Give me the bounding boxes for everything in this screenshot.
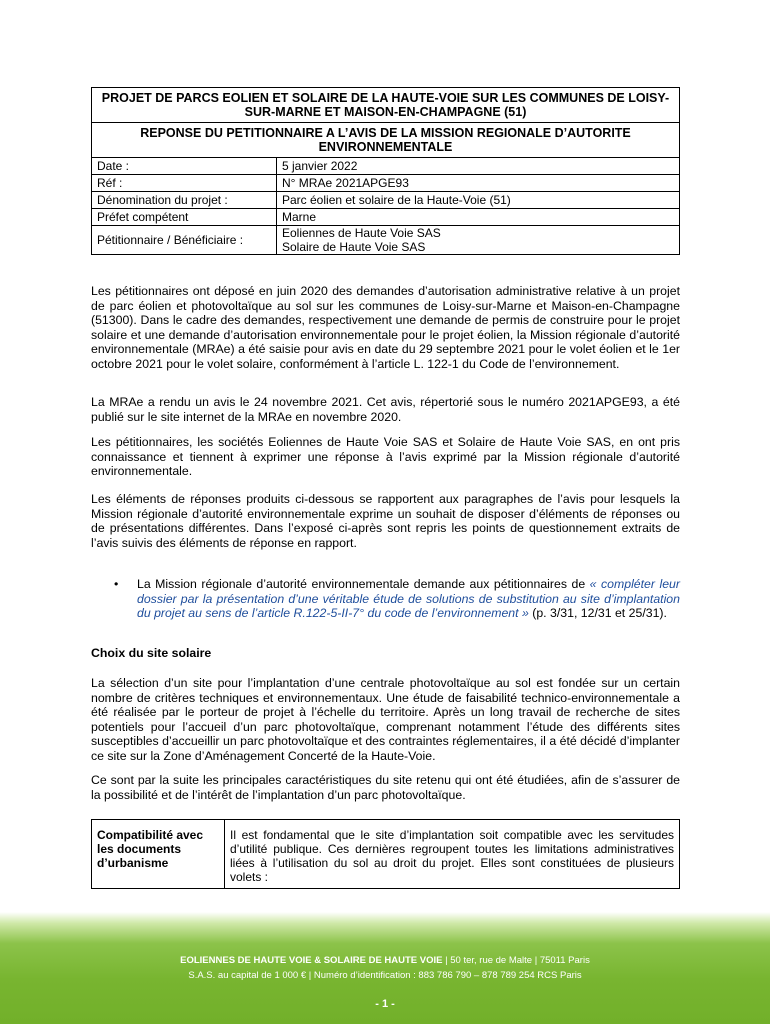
info-value: Parc éolien et solaire de la Haute-Voie (51) — [277, 192, 680, 209]
info-label: Réf : — [92, 175, 277, 192]
info-label: Préfet compétent — [92, 209, 277, 226]
paragraph-site-selection: La sélection d’un site pour l’implantation d’une centrale photovoltaïque au sol est fondée sur un certain nombre de critères techniques et environnementaux. Une étude de faisabilité technico-environnementale a été réalisée par le porteur de projet à l’échelle du territoire. Après un long travail de recherche de sites potentiels pour l’accueil d’un parc photovoltaïque, comprenant notamment l’étude des différents sites susceptibles d’accueillir un parc photovoltaïque et des contraintes réglementaires, il a été décidé d’implanter ce site sur la Zone d’Aménagement Concerté de la Haute-Voie. — [91, 676, 680, 763]
info-value: Marne — [277, 209, 680, 226]
info-value: 5 janvier 2022 — [277, 158, 680, 175]
bullet-item — [114, 577, 680, 621]
urbanism-label: Compatibilité avec les documents d’urbanisme — [92, 820, 225, 889]
bullet-quote: « compléter leur dossier par la présentation d’une véritable étude de solutions de substitution au site d’implantation du projet au sens de l’article R.122-5-II-7° du code de l’environnement » — [137, 577, 680, 621]
footer-legal: S.A.S. au capital de 1 000 € | Numéro d’identification : 883 786 790 – 878 789 254 RCS Paris — [188, 970, 582, 981]
info-value: N° MRAe 2021APGE93 — [277, 175, 680, 192]
paragraph-site-characteristics: Ce sont par la suite les principales caractéristiques du site retenu qui ont été étudiées, afin de s’assurer de la possibilité et de l’intérêt de l’implantation d’un parc photovoltaïque. — [91, 773, 680, 802]
petitioner-wind: Eoliennes de Haute Voie SAS — [282, 226, 441, 240]
page-number: - 1 - — [375, 998, 395, 1010]
info-row-date — [92, 158, 680, 175]
bullet-text — [137, 577, 680, 621]
urbanism-text: Il est fondamental que le site d’implantation soit compatible avec les servitudes d’utilité publique. Ces dernières regroupent toutes les limitations administratives liées à l’utilisation du sol au droit du projet. Elles sont constituées de plusieurs volets : — [225, 820, 680, 889]
project-header-table — [91, 87, 680, 255]
footer-company: EOLIENNES DE HAUTE VOIE & SOLAIRE DE HAUTE VOIE — [180, 955, 443, 966]
info-row-prefect — [92, 209, 680, 226]
info-row-project-name — [92, 192, 680, 209]
document-subtitle: REPONSE DU PETITIONNAIRE A L’AVIS DE LA MISSION REGIONALE D’AUTORITE ENVIRONNEMENTALE — [92, 123, 680, 158]
petitioner-solar: Solaire de Haute Voie SAS — [282, 240, 426, 254]
bullet-dot-icon: • — [114, 577, 119, 591]
info-label: Pétitionnaire / Bénéficiaire : — [92, 226, 277, 255]
paragraph-response-elements: Les éléments de réponses produits ci-dessous se rapportent aux paragraphes de l’avis pour lesquels la Mission régionale d’autorité environnementale exprime un souhait de disposer d’éléments de réponses ou de présentations différentes. Dans l’exposé ci-après sont repris les points de questionnement extraits de l’avis suivis des éléments de réponse en rapport. — [91, 492, 680, 550]
paragraph-petitioners: Les pétitionnaires, les sociétés Eoliennes de Haute Voie SAS et Solaire de Haute Voie SAS, en ont pris connaissance et tiennent à exprimer une réponse à l’avis exprimé par la Mission régionale d’autorité environnementale. — [91, 435, 680, 479]
footer-company-line — [0, 955, 770, 966]
document-title: PROJET DE PARCS EOLIEN ET SOLAIRE DE LA HAUTE-VOIE SUR LES COMMUNES DE LOISY-SUR-MARNE ET MAISON-EN-CHAMPAGNE (51) — [92, 88, 680, 123]
paragraph-mrae-opinion: La MRAe a rendu un avis le 24 novembre 2021. Cet avis, répertorié sous le numéro 2021APGE93, a été publié sur le site internet de la MRAe en novembre 2020. — [91, 395, 680, 424]
info-label: Dénomination du projet : — [92, 192, 277, 209]
paragraph-intro: Les pétitionnaires ont déposé en juin 2020 des demandes d’autorisation administrative relative à un projet de parc éolien et photovoltaïque au sol sur les communes de Loisy-sur-Marne et Maison-en-Champagne (51300). Dans le cadre des demandes, respectivement une demande de permis de construire pour le projet solaire et une demande d’autorisation environnementale pour le projet éolien, la Mission régionale d’autorité environnementale (MRAe) a été saisie pour avis en date du 29 septembre 2021 pour le volet éolien et le 1er octobre 2021 pour le volet solaire, conformément à l’article L. 122-1 du Code de l’environnement. — [91, 284, 680, 371]
section-heading: Choix du site solaire — [91, 646, 212, 660]
bullet-intro: La Mission régionale d’autorité environnementale demande aux pétitionnaires de — [137, 577, 590, 591]
info-value — [277, 226, 680, 255]
bullet-reference: (p. 3/31, 12/31 et 25/31). — [528, 606, 667, 621]
info-row-ref — [92, 175, 680, 192]
info-label: Date : — [92, 158, 277, 175]
info-row-petitioner — [92, 226, 680, 255]
urbanism-table — [91, 819, 680, 889]
footer-address: | 50 ter, rue de Malte | 75011 Paris — [445, 955, 590, 966]
